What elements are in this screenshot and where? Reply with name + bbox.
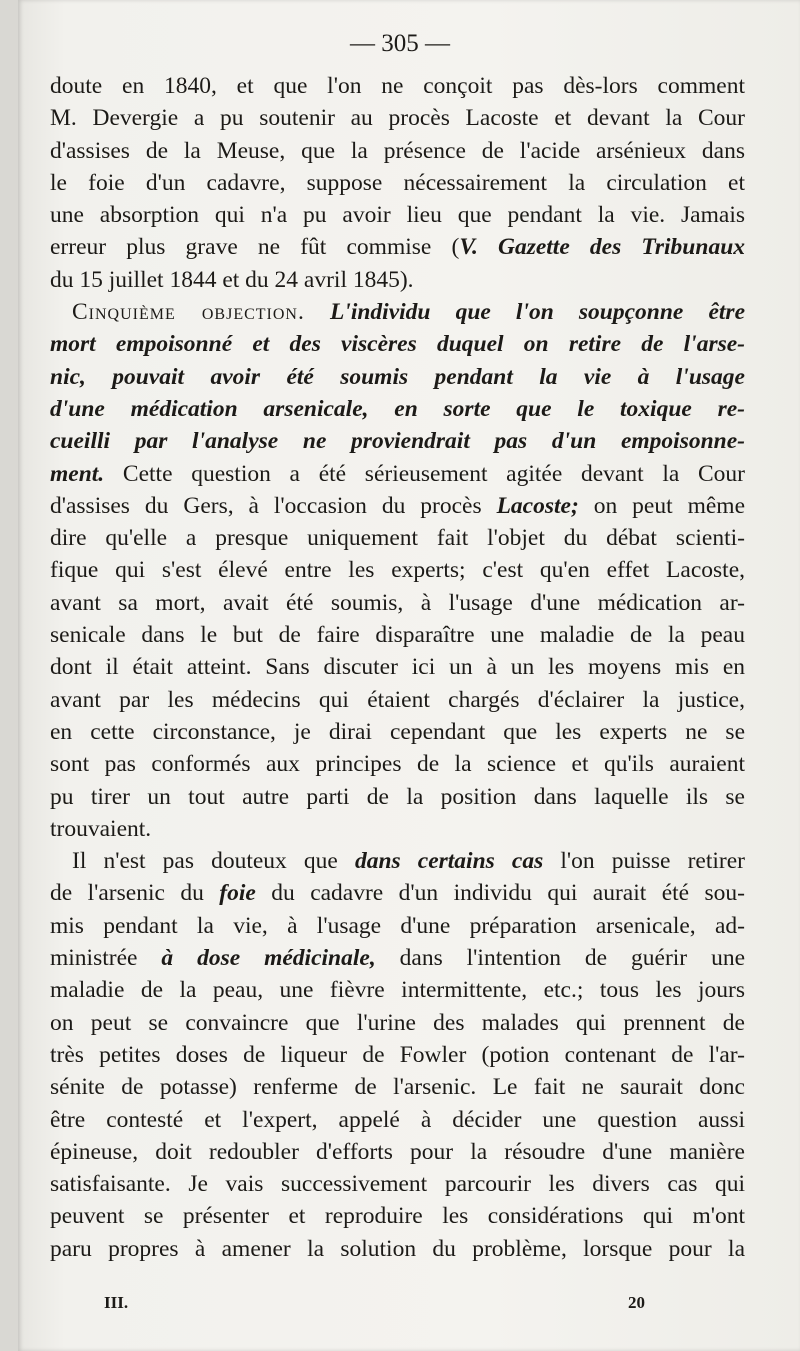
text-line [50,490,745,522]
text-line: trouvaient. [50,815,152,842]
text-line: sénite de potasse) renferme de l'arsenic. Le fait ne saurait donc [50,1074,745,1101]
signature-mark-right: 20 [628,1293,645,1312]
text-line [50,877,745,909]
text-line: satisfaisante. Je vais successivement parcourir les divers cas qui [50,1171,745,1198]
text-fragment: dans l'intention de guérir une [399,945,745,972]
citation-italic: V. Gazette des Tribunaux [459,234,746,261]
text-line: doute en 1840, et que l'on ne conçoit pas dès-lors comment [50,73,745,99]
text-line: une absorption qui n'a pu avoir lieu que pendant la vie. Jamais [50,202,745,229]
text-line: dire qu'elle a presque uniquement fait l'objet du débat scienti- [50,525,745,552]
text-fragment-italic: Lacoste; [496,492,579,519]
text-line: cueilli par l'analyse ne proviendrait pas d'un empoisonne- [50,428,745,455]
text-fragment: d'assises du Gers, à l'occasion du procès [50,492,482,519]
text-fragment: on peut même [593,492,746,519]
body-text [50,70,745,1265]
text-line: très petites doses de liqueur de Fowler (potion contenant de l'ar- [50,1041,745,1068]
text-fragment: Il n'est pas douteux que [72,848,338,875]
text-fragment: ministrée [50,945,138,972]
page-footer [0,1293,800,1323]
text-fragment-italic: foie [219,880,256,907]
text-fragment-italic: ment. [50,460,105,487]
text-fragment: Cette question a été sérieusement agitée devant la Cour [122,460,746,487]
text-fragment: du cadavre d'un individu qui aurait été sou- [271,880,746,907]
text-fragment: de l'arsenic du [50,880,204,907]
text-line: avant par les médecins qui étaient chargés d'éclairer la justice, [50,686,745,713]
text-line: en cette circonstance, je dirai cependant que les experts ne se [50,718,745,745]
text-line: pu tirer un tout autre parti de la position dans laquelle ils se [50,783,745,810]
text-line: épineuse, doit redoubler d'efforts pour la résoudre d'une manière [50,1138,745,1165]
objection-italic: L'individu que l'on soupçonne être [329,299,745,326]
text-line [50,296,745,328]
text-line: du 15 juillet 1844 et du 24 avril 1845). [50,266,414,293]
text-line [50,942,745,974]
text-line: peuvent se présenter et reproduire les considérations qui m'ont [50,1203,745,1230]
page-number: — 305 — [350,30,450,57]
text-line: nic, pouvait avoir été soumis pendant la vie à l'usage [50,363,745,390]
text-fragment-italic: à dose médicinale, [161,945,376,972]
text-line: sont pas conformés aux principes de la science et qu'ils auraient [50,751,745,778]
text-line: fique qui s'est élevé entre les experts; c'est qu'en effet Lacoste, [50,557,745,584]
text-fragment: l'on puisse retirer [560,848,745,875]
text-line: le foie d'un cadavre, suppose nécessairement la circulation et [50,169,745,196]
text-fragment: erreur plus grave ne fût commise ( [50,234,460,261]
objection-heading: Cinquième objection. [72,299,305,326]
text-line: paru propres à amener la solution du problème, lorsque pour la [50,1235,745,1262]
text-line: d'une médication arsenicale, en sorte que le toxique re- [50,395,745,422]
text-line: être contesté et l'expert, appelé à décider une question aussi [50,1106,745,1133]
text-line [50,231,745,263]
text-line: mis pendant la vie, à l'usage d'une préparation arsenicale, ad- [50,912,745,939]
signature-mark-left: III. [104,1293,129,1312]
text-line: avant sa mort, avait été soumis, à l'usage d'une médication ar- [50,589,745,616]
text-line: dont il était atteint. Sans discuter ici un à un les moyens mis en [50,654,745,681]
text-fragment-italic: dans certains cas [354,848,544,875]
text-line: d'assises de la Meuse, que la présence de l'acide arsénieux dans [50,137,745,164]
text-line [50,845,745,877]
text-line: on peut se convaincre que l'urine des malades qui prennent de [50,1009,745,1036]
text-line: mort empoisonné et des viscères duquel on retire de l'arse- [50,331,745,358]
text-line: senicale dans le but de faire disparaître une maladie de la peau [50,622,745,649]
text-line: maladie de la peau, une fièvre intermittente, etc.; tous les jours [50,977,745,1004]
text-line: M. Devergie a pu soutenir au procès Lacoste et devant la Cour [50,105,745,132]
text-line [50,458,745,490]
